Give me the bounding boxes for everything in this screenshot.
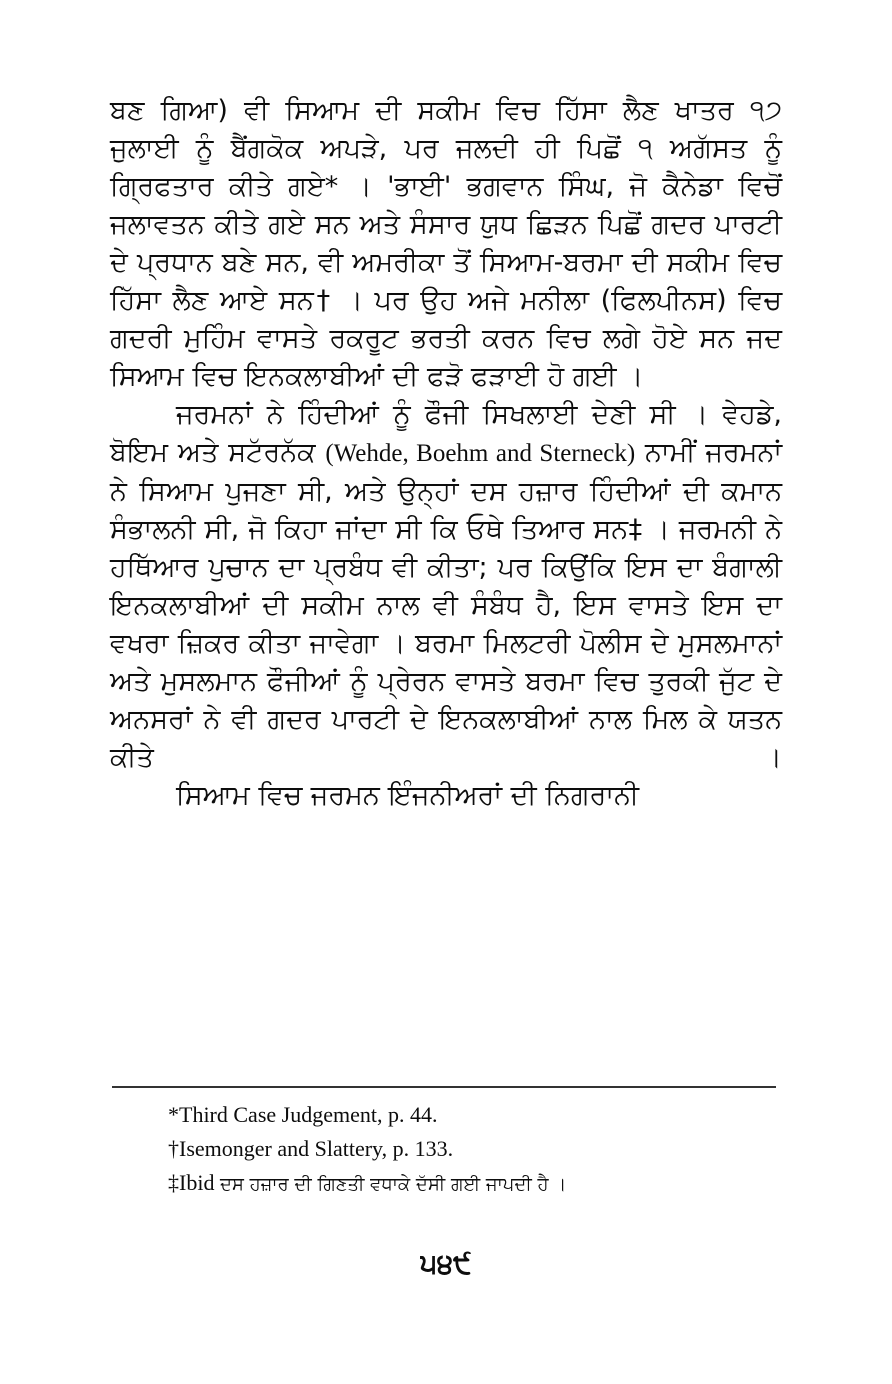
footnote-divider (112, 1086, 776, 1088)
footnote-3-text: ਦਸ ਹਜ਼ਾਰ ਦੀ ਗਿਣਤੀ ਵਧਾਕੇ ਦੱਸੀ ਗਈ ਜਾਪਦੀ ਹੈ । (219, 1174, 567, 1195)
footnote-2: †Isemonger and Slattery, p. 133. (168, 1136, 454, 1161)
paragraph-2-start: ਜਰਮਨਾਂ ਨੇ ਹਿੰਦੀਆਂ ਨੂੰ ਫੌਜੀ ਸਿਖਲਾਈ ਦੇਣੀ ਸੀ । ਵੇਹਡੇ, ਬੋਇਮ ਅਤੇ ਸਟੱਰਨੱਕ (110, 399, 782, 468)
paragraph-3: ਸਿਆਮ ਵਿਚ ਜਰਮਨ ਇੰਜਨੀਅਰਾਂ ਦੀ ਨਿਗਰਾਨੀ (176, 780, 640, 811)
book-page (110, 92, 782, 1292)
footnote-3-marker: ‡Ibid (168, 1170, 215, 1195)
paragraph-2 (110, 396, 782, 777)
page-number: ੫੪੯ (420, 1247, 472, 1280)
footnotes (168, 1098, 780, 1202)
paragraph-1: ਬਣ ਗਿਆ) ਵੀ ਸਿਆਮ ਦੀ ਸਕੀਮ ਵਿਚ ਹਿੱਸਾ ਲੈਣ ਖਾਤਰ ੧੭ ਜੁਲਾਈ ਨੂੰ ਬੈਂਗਕੋਕ ਅਪੜੇ, ਪਰ ਜਲਦੀ ਹੀ ਪਿਛੋਂ ੧ ਅਗੱਸਤ ਨੂੰ ਗ੍ਰਿਫਤਾਰ ਕੀਤੇ ਗਏ* । 'ਭਾਈ' ਭਗਵਾਨ ਸਿੰਘ, ਜੋ ਕੈਨੇਡਾ ਵਿਚੋਂ ਜਲਾਵਤਨ ਕੀਤੇ ਗਏ ਸਨ ਅਤੇ ਸੰਸਾਰ ਯੁਧ ਛਿੜਨ ਪਿਛੋਂ ਗਦਰ ਪਾਰਟੀ ਦੇ ਪ੍ਰਧਾਨ ਬਣੇ ਸਨ, ਵੀ ਅਮਰੀਕਾ ਤੋਂ ਸਿਆਮ-ਬਰਮਾ ਦੀ ਸਕੀਮ ਵਿਚ ਹਿੱਸਾ ਲੈਣ ਆਏ ਸਨ† । ਪਰ ਉਹ ਅਜੇ ਮਨੀਲਾ (ਫਿਲਪੀਨਸ) ਵਿਚ ਗਦਰੀ ਮੁਹਿੰਮ ਵਾਸਤੇ ਰਕਰੂਟ ਭਰਤੀ ਕਰਨ ਵਿਚ ਲਗੇ ਹੋਏ ਸਨ ਜਦ ਸਿਆਮ ਵਿਚ ਇਨਕਲਾਬੀਆਂ ਦੀ ਫੜੋ ਫੜਾਈ ਹੋ ਗਈ । (110, 95, 782, 392)
paragraph-2-rest: ਨਾਮੀਂ ਜਰਮਨਾਂ ਨੇ ਸਿਆਮ ਪੁਜਣਾ ਸੀ, ਅਤੇ ਉਨ੍ਹਾਂ ਦਸ ਹਜ਼ਾਰ ਹਿੰਦੀਆਂ ਦੀ ਕਮਾਨ ਸੰਭਾਲਨੀ ਸੀ, ਜੋ ਕਿਹਾ ਜਾਂਦਾ ਸੀ ਕਿ ਓਥੇ ਤਿਆਰ ਸਨ‡ । ਜਰਮਨੀ ਨੇ ਹਥਿੱਆਰ ਪੁਚਾਨ ਦਾ ਪ੍ਰਬੰਧ ਵੀ ਕੀਤਾ; ਪਰ ਕਿਉਂਕਿ ਇਸ ਦਾ ਬੰਗਾਲੀ ਇਨਕਲਾਬੀਆਂ ਦੀ ਸਕੀਮ ਨਾਲ ਵੀ ਸੰਬੰਧ ਹੈ, ਇਸ ਵਾਸਤੇ ਇਸ ਦਾ ਵਖਰਾ ਜ਼ਿਕਰ ਕੀਤਾ ਜਾਵੇਗਾ । ਬਰਮਾ ਮਿਲਟਰੀ ਪੋਲੀਸ ਦੇ ਮੁਸਲਮਾਨਾਂ ਅਤੇ ਮੁਸਲਮਾਨ ਫੌਜੀਆਂ ਨੂੰ ਪ੍ਰੇਰਨ ਵਾਸਤੇ ਬਰਮਾ ਵਿਚ ਤੁਰਕੀ ਜੁੱਟ ਦੇ ਅਨਸਰਾਂ ਨੇ ਵੀ ਗਦਰ ਪਾਰਟੀ ਦੇ ਇਨਕਲਾਬੀਆਂ ਨਾਲ ਮਿਲ ਕੇ ਯਤਨ ਕੀਤੇ । (110, 437, 782, 773)
german-names-latin: (Wehde, Boehm and Sterneck) (325, 440, 636, 467)
footnote-3 (168, 1166, 780, 1202)
footnote-1: *Third Case Judgement, p. 44. (168, 1102, 438, 1127)
